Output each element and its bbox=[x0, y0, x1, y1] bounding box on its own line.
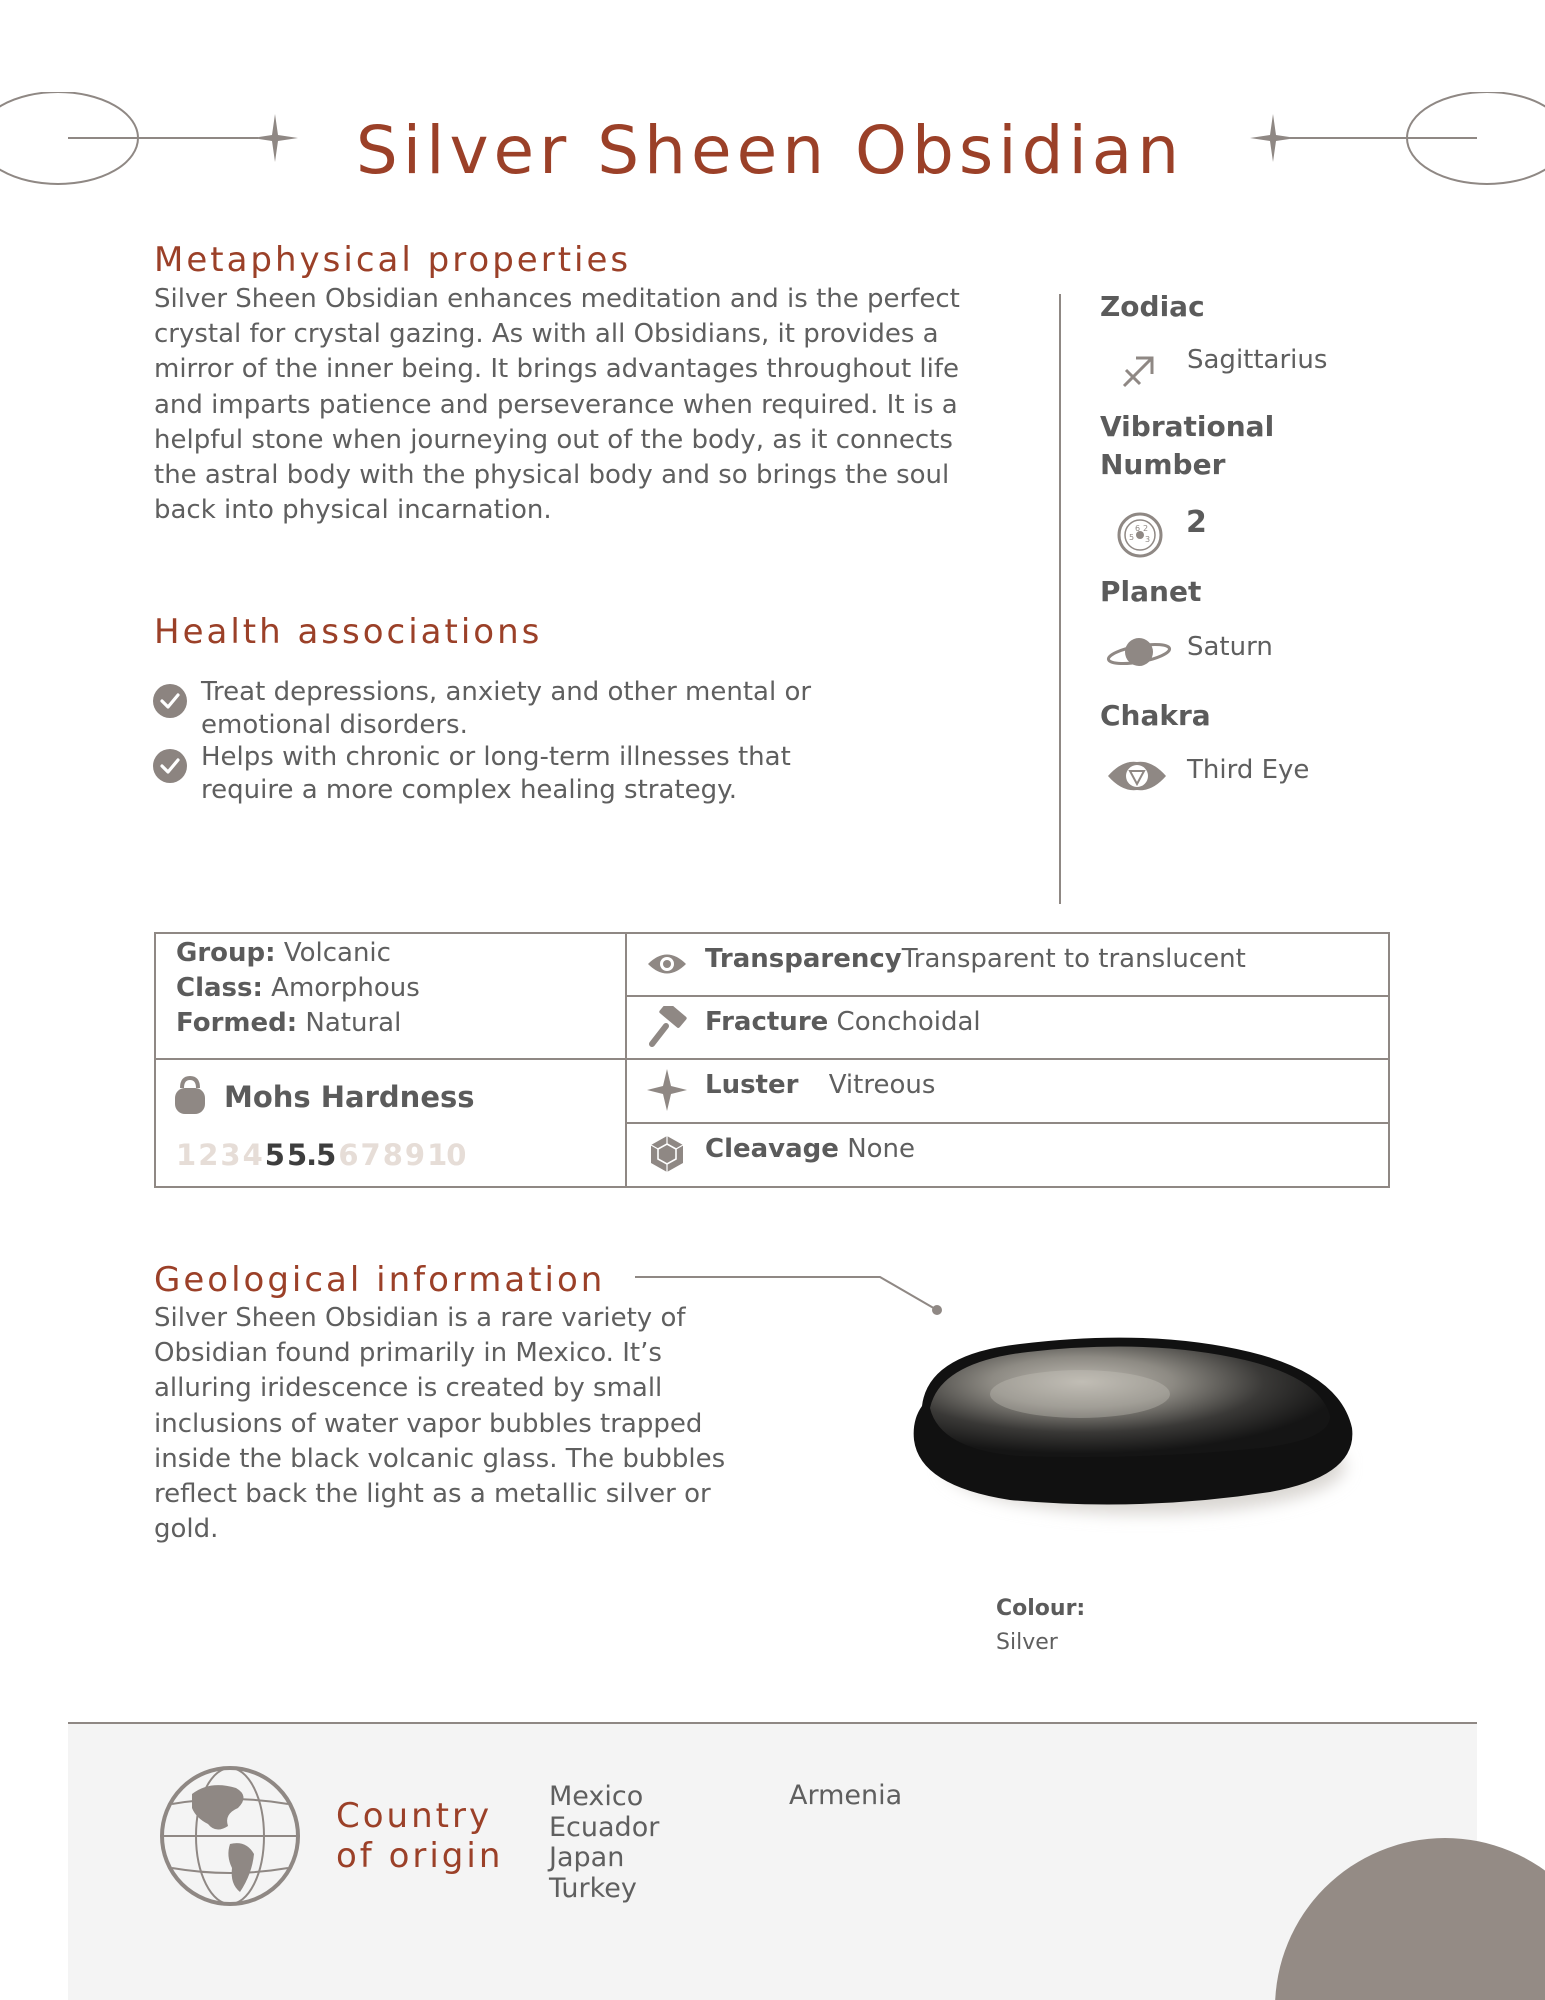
sagittarius-icon bbox=[1118, 352, 1158, 392]
column-divider bbox=[1059, 294, 1061, 904]
fracture-label: Fracture bbox=[705, 1007, 829, 1037]
mohs-scale-value: 4 bbox=[242, 1138, 262, 1172]
formed-value: Natural bbox=[305, 1008, 402, 1038]
mohs-scale bbox=[176, 1138, 468, 1172]
zodiac-label: Zodiac bbox=[1100, 290, 1205, 323]
saturn-icon bbox=[1106, 630, 1172, 674]
country-list-col2 bbox=[789, 1781, 902, 1812]
hammer-icon bbox=[648, 1006, 688, 1048]
table-row-divider bbox=[626, 995, 1390, 997]
origin-heading-line1: Country bbox=[336, 1796, 493, 1836]
geology-text: Silver Sheen Obsidian is a rare variety of Obsidian found primarily in Mexico. It’s alluring iridescence is created by small inclusions of water vapor bubbles trapped inside the black volcanic glass. The bubbles reflect back the light as a metallic silver or gold. bbox=[154, 1303, 726, 1545]
transparency-label: Transparency bbox=[705, 944, 902, 974]
svg-text:6: 6 bbox=[1135, 524, 1141, 533]
formed-row bbox=[176, 1008, 401, 1038]
chakra-label: Chakra bbox=[1100, 699, 1211, 732]
metaphysical-heading: Metaphysical properties bbox=[154, 240, 632, 280]
colour-label: Colour: bbox=[996, 1596, 1086, 1621]
country-item: Turkey bbox=[549, 1872, 637, 1904]
obsidian-stone-image bbox=[900, 1316, 1370, 1536]
table-left-divider bbox=[156, 1058, 626, 1060]
check-circle-icon bbox=[153, 684, 187, 718]
right-orbit-decoration bbox=[1245, 92, 1545, 187]
left-orbit-decoration bbox=[0, 92, 300, 187]
mohs-scale-value: 3 bbox=[220, 1138, 240, 1172]
vibrational-label: Vibrational Number bbox=[1100, 410, 1275, 481]
svg-text:2: 2 bbox=[1143, 524, 1149, 533]
cleavage-label: Cleavage bbox=[705, 1134, 839, 1164]
svg-text:3: 3 bbox=[1145, 535, 1151, 544]
number-circle-icon bbox=[1115, 510, 1165, 560]
luster-label: Luster bbox=[705, 1070, 799, 1100]
mohs-scale-value: 6 bbox=[338, 1138, 358, 1172]
transparency-row bbox=[705, 944, 1246, 974]
mohs-scale-value: 1 bbox=[176, 1138, 196, 1172]
country-item: Japan bbox=[549, 1842, 625, 1873]
mohs-scale-value: 5.5 bbox=[286, 1138, 336, 1172]
check-circle-icon bbox=[153, 749, 187, 783]
class-label: Class: bbox=[176, 973, 263, 1003]
mohs-scale-value: 9 bbox=[404, 1138, 425, 1172]
origin-heading-line2: of origin bbox=[336, 1836, 504, 1876]
health-heading: Health associations bbox=[154, 612, 543, 652]
class-row bbox=[176, 973, 420, 1003]
globe-icon bbox=[158, 1764, 302, 1908]
class-value: Amorphous bbox=[271, 973, 420, 1003]
zodiac-value: Sagittarius bbox=[1187, 345, 1328, 375]
health-item bbox=[153, 676, 873, 742]
transparency-value: Transparent to translucent bbox=[901, 944, 1246, 974]
origin-heading bbox=[336, 1796, 503, 1876]
gem-hexagon-icon bbox=[648, 1134, 686, 1174]
eye-icon bbox=[646, 949, 688, 979]
table-row-divider bbox=[626, 1122, 1390, 1124]
mohs-scale-value: 10 bbox=[427, 1138, 466, 1172]
mohs-scale-value: 5 bbox=[264, 1138, 284, 1172]
mohs-scale-value: 8 bbox=[382, 1138, 402, 1172]
fracture-value: Conchoidal bbox=[836, 1007, 981, 1037]
country-item: Mexico bbox=[549, 1781, 644, 1812]
health-item bbox=[153, 741, 873, 807]
country-list-col1 bbox=[549, 1782, 659, 1904]
table-vertical-divider bbox=[625, 934, 627, 1188]
group-label: Group: bbox=[176, 938, 276, 968]
formed-label: Formed: bbox=[176, 1008, 298, 1038]
cleavage-value: None bbox=[847, 1134, 916, 1164]
mohs-scale-value: 7 bbox=[360, 1138, 380, 1172]
group-value: Volcanic bbox=[283, 938, 391, 968]
health-item-text: Treat depressions, anxiety and other mental or emotional disorders. bbox=[201, 677, 812, 740]
page-title: Silver Sheen Obsidian bbox=[355, 112, 1185, 189]
planet-value: Saturn bbox=[1187, 632, 1273, 662]
planet-label: Planet bbox=[1100, 575, 1202, 608]
table-row-divider bbox=[626, 1058, 1390, 1060]
luster-row bbox=[705, 1070, 935, 1100]
cleavage-row bbox=[705, 1134, 915, 1164]
mohs-scale-value: 2 bbox=[198, 1138, 218, 1172]
metaphysical-text: Silver Sheen Obsidian enhances meditation and is the perfect crystal for crystal gazing. As with all Obsidians, it provides a mirror of the inner being. It brings advantages throughout life and imparts patience and perseverance when required. It is a helpful stone when journeying out of the body, as it connects the astral body with the physical body and so brings the soul back into physical incarnation. bbox=[154, 284, 960, 526]
properties-table bbox=[154, 932, 1390, 1188]
third-eye-chakra-icon bbox=[1106, 756, 1168, 796]
geology-heading: Geological information bbox=[154, 1260, 606, 1300]
country-item: Armenia bbox=[789, 1780, 903, 1811]
chakra-value: Third Eye bbox=[1187, 755, 1310, 785]
vibrational-value: 2 bbox=[1186, 505, 1207, 540]
luster-value: Vitreous bbox=[828, 1070, 936, 1100]
mohs-label: Mohs Hardness bbox=[224, 1080, 475, 1114]
sparkle-icon bbox=[646, 1068, 688, 1112]
group-row bbox=[176, 938, 391, 968]
svg-text:5: 5 bbox=[1129, 533, 1135, 542]
country-item: Ecuador bbox=[549, 1811, 660, 1843]
colour-value: Silver bbox=[996, 1630, 1058, 1655]
health-item-text: Helps with chronic or long-term illnesses that require a more complex healing strategy. bbox=[201, 742, 791, 805]
fracture-row bbox=[705, 1007, 981, 1037]
kettlebell-icon bbox=[172, 1074, 208, 1116]
